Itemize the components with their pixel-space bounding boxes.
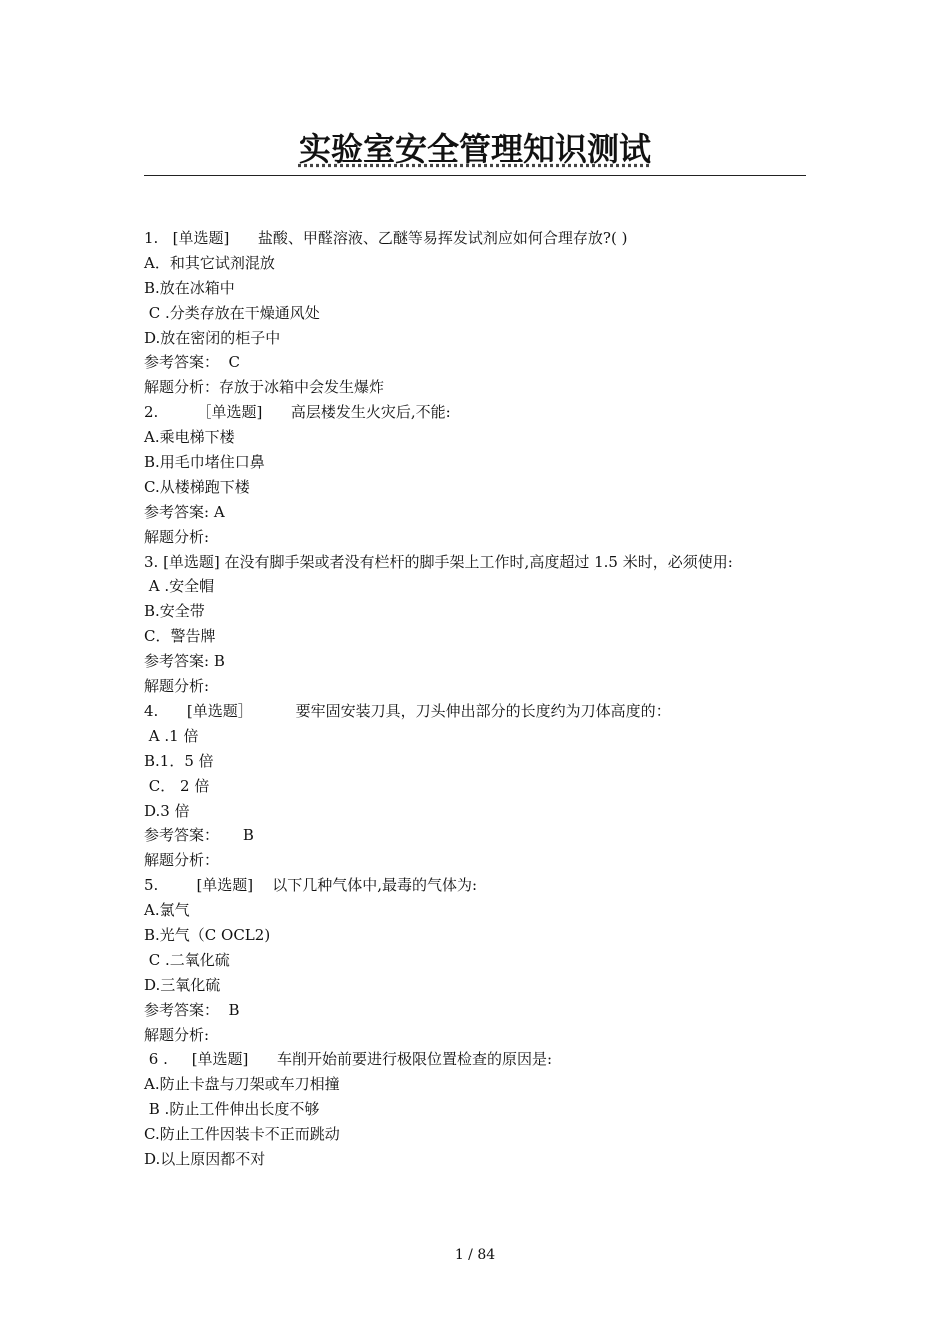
answer-line: 参考答案: B [144, 652, 225, 671]
option-line: A．和其它试剂混放 [144, 253, 275, 272]
question-line: 6 . [单选题] 车削开始前要进行极限位置检查的原因是: [144, 1050, 553, 1069]
answer-line: 参考答案： C [144, 353, 241, 372]
analysis-line: 解题分析：存放于冰箱中会发生爆炸 [144, 378, 385, 397]
option-line: B .防止工件伸出长度不够 [144, 1100, 320, 1119]
option-line: D.三氧化硫 [144, 975, 221, 994]
option-line: C .分类存放在干燥通风处 [144, 303, 320, 322]
option-line: D.放在密闭的柜子中 [144, 328, 281, 347]
analysis-line: 解题分析: [144, 677, 210, 696]
option-line: C .二氧化硫 [144, 950, 230, 969]
option-line: A.乘电梯下楼 [144, 428, 235, 447]
option-line: C．警告牌 [144, 627, 216, 646]
option-line: D.以上原因都不对 [144, 1149, 266, 1168]
analysis-line: 解题分析： [144, 851, 220, 870]
option-line: B.放在冰箱中 [144, 278, 235, 297]
question-line: 4. [单选题］ 要牢固安装刀具，刀头伸出部分的长度约为刀体高度的： [144, 701, 671, 720]
option-line: C.防止工件因装卡不正而跳动 [144, 1125, 340, 1144]
question-line: 1. [单选题] 盐酸、甲醛溶液、乙醚等易挥发试剂应如何合理存放?( ) [144, 229, 628, 247]
page-number: 1 / 84 [454, 1247, 496, 1263]
question-line: 3. [单选题] 在没有脚手架或者没有栏杆的脚手架上工作时,高度超过 1.5 米时，必须使用: [144, 552, 733, 571]
answer-line: 参考答案： B [144, 826, 254, 845]
answer-line: 参考答案： B [144, 1000, 240, 1019]
option-line: D.3 倍 [144, 801, 190, 820]
option-line: A.氯气 [144, 901, 190, 920]
option-line: B.光气（C OCL2) [144, 925, 271, 944]
option-line: C． 2 倍 [144, 776, 210, 795]
answer-line: 参考答案: A [144, 502, 225, 521]
question-line: 5. [单选题] 以下几种气体中,最毒的气体为: [144, 876, 478, 895]
option-line: C.从楼梯跑下楼 [144, 477, 250, 496]
document-title: 实验室安全管理知识测试 [298, 130, 651, 168]
option-line: A .安全帽 [144, 577, 215, 596]
analysis-line: 解题分析: [144, 527, 210, 546]
option-line: A .1 倍 [144, 726, 199, 745]
question-line: 2. ［单选题] 高层楼发生火灾后,不能: [144, 403, 451, 422]
question-list [144, 226, 806, 1172]
title-divider [144, 175, 806, 176]
option-line: A.防止卡盘与刀架或车刀相撞 [144, 1075, 340, 1094]
analysis-line: 解题分析: [144, 1025, 210, 1044]
option-line: B.用毛巾堵住口鼻 [144, 453, 265, 472]
option-line: B.1．5 倍 [144, 751, 214, 770]
option-line: B.安全带 [144, 602, 205, 621]
